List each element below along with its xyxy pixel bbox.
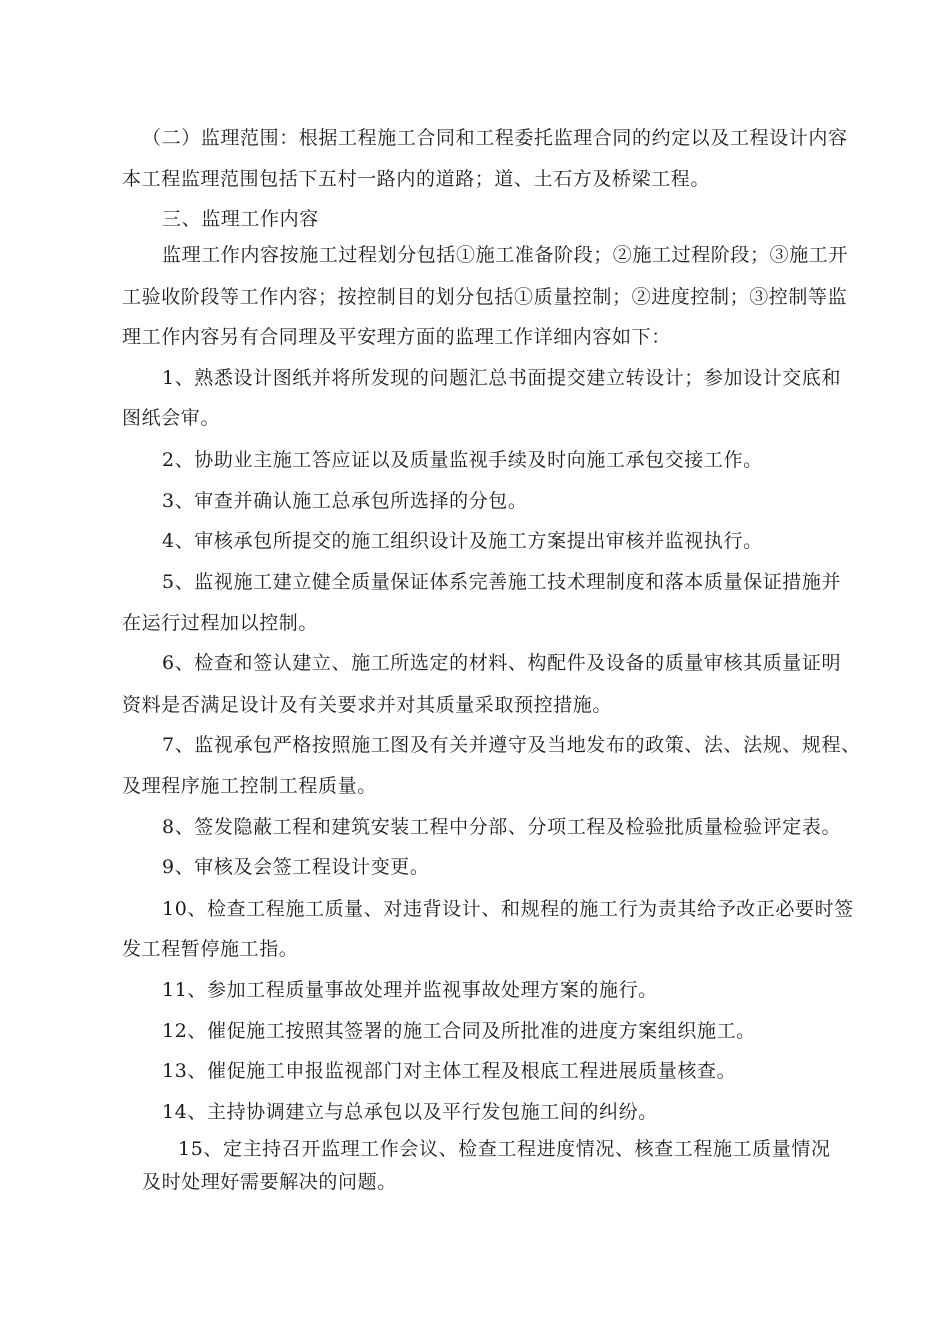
list-item: 3、审查并确认施工总承包所选择的分包。	[162, 490, 528, 512]
text-line: 本工程监理范围包括下五村一路内的道路；道、土石方及桥梁工程。	[122, 168, 711, 190]
text-line: 工验收阶段等工作内容；按控制目的划分包括①质量控制；②进度控制；③控制等监	[122, 286, 848, 308]
section-heading: 三、监理工作内容	[162, 208, 319, 230]
text-line: （二）监理范围：根据工程施工合同和工程委托监理合同的约定以及工程设计内容	[142, 127, 848, 149]
list-item: 13、催促施工申报监视部门对主体工程及根底工程进展质量核查。	[162, 1060, 737, 1082]
list-item: 7、监视承包严格按照施工图及有关并遵守及当地发布的政策、法、法规、规程、	[162, 734, 861, 756]
text-line: 图纸会审。	[122, 407, 221, 429]
list-item: 2、协助业主施工答应证以及质量监视手续及时向施工承包交接工作。	[162, 449, 763, 471]
list-item: 10、检查工程施工质量、对违背设计、和规程的施工行为责其给予改正必要时签	[162, 898, 854, 920]
list-item: 1、熟悉设计图纸并将所发现的问题汇总书面提交建立转设计；参加设计交底和	[162, 367, 842, 389]
list-item: 4、审核承包所提交的施工组织设计及施工方案提出审核并监视执行。	[162, 530, 763, 552]
text-line: 监理工作内容按施工过程划分包括①施工准备阶段；②施工过程阶段；③施工开	[162, 244, 849, 266]
list-item: 9、审核及会签工程设计变更。	[162, 856, 430, 878]
list-item: 14、主持协调建立与总承包以及平行发包施工间的纠纷。	[162, 1101, 658, 1123]
list-item: 15、定主持召开监理工作会议、检查工程进度情况、核查工程施工质量情况	[178, 1138, 831, 1160]
list-item: 5、监视施工建立健全质量保证体系完善施工技术理制度和落本质量保证措施并	[162, 571, 842, 593]
text-line: 及时处理好需要解决的问题。	[142, 1171, 397, 1193]
text-line: 理工作内容另有合同理及平安理方面的监理工作详细内容如下：	[122, 326, 671, 348]
text-line: 在运行过程加以控制。	[122, 612, 319, 634]
text-line: 发工程暂停施工指。	[122, 938, 299, 960]
list-item: 8、签发隐蔽工程和建筑安装工程中分部、分项工程及检验批质量检验评定表。	[162, 816, 842, 838]
list-item: 6、检查和签认建立、施工所选定的材料、构配件及设备的质量审核其质量证明	[162, 652, 842, 674]
text-line: 及理程序施工控制工程质量。	[122, 775, 377, 797]
list-item: 11、参加工程质量事故处理并监视事故处理方案的施行。	[162, 979, 658, 1001]
list-item: 12、催促施工按照其签署的施工合同及所批准的进度方案组织施工。	[162, 1020, 756, 1042]
text-line: 资料是否满足设计及有关要求并对其质量采取预控措施。	[122, 694, 613, 716]
